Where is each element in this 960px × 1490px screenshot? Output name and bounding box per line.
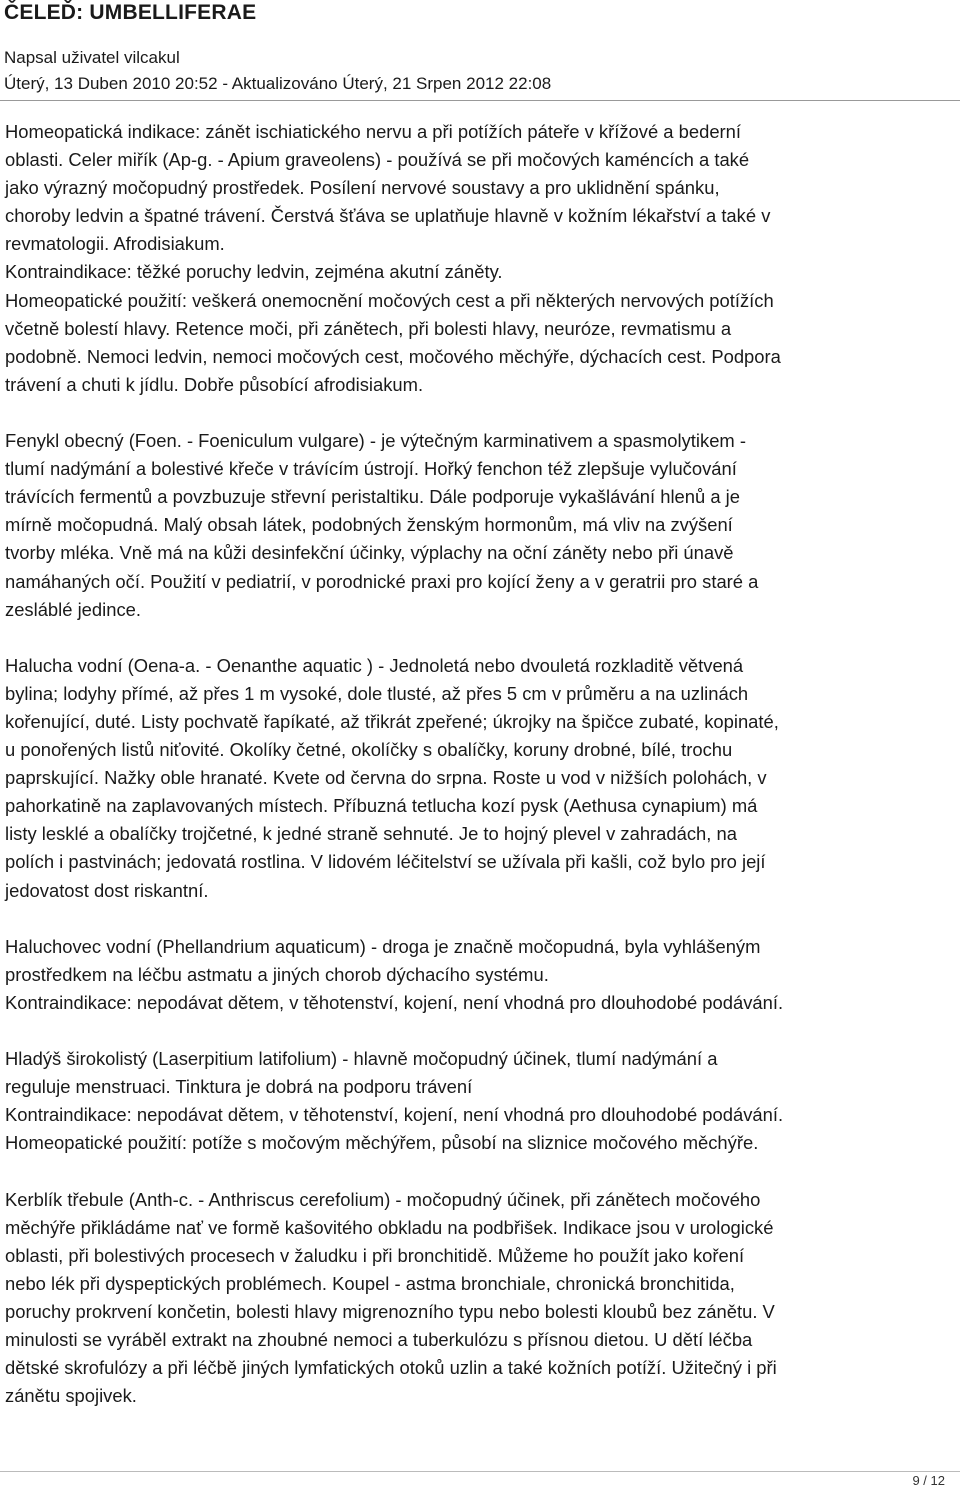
text-line: Kontraindikace: nepodávat dětem, v těhotenství, kojení, není vhodná pro dlouhodobé podávání.	[5, 991, 784, 1013]
text-line: Homeopatické použití: potíže s močovým měchýřem, působí na sliznice močového měchýře.	[5, 1132, 759, 1154]
paragraph	[5, 1186, 955, 1411]
text-line: dětské skrofulózy a při léčbě jiných lymfatických otoků uzlin a také kožních potíží. Užitečný i při	[5, 1357, 777, 1379]
text-line: listy lesklé a obalíčky trojčetné, k jedné straně sehnuté. Je to hojný plevel v zahradách, na	[5, 823, 737, 845]
author-line: Napsal uživatel vilcakul	[4, 48, 180, 67]
text-line: Homeopatické použití: veškerá onemocnění močových cest a při některých nervových potížích	[5, 289, 774, 311]
text-line: tlumí nadýmání a bolestivé křeče v trávícím ústrojí. Hořký fenchon též zlepšuje vylučování	[5, 458, 737, 480]
text-line: bylina; lodyhy přímé, až přes 1 m vysoké, dole tlusté, až přes 5 cm v průměru a na uzlinách	[5, 682, 749, 704]
text-line: nebo lék při dyspeptických problémech. Koupel - astma bronchiale, chronická bronchitida,	[5, 1272, 735, 1294]
text-line: prostředkem na léčbu astmatu a jiných chorob dýchacího systému.	[5, 963, 549, 985]
text-line: Kontraindikace: nepodávat dětem, v těhotenství, kojení, není vhodná pro dlouhodobé podávání.	[5, 1104, 784, 1126]
text-line: zesláblé jedince.	[5, 598, 141, 620]
text-line: tvorby mléka. Vně má na kůži desinfekční účinky, výplachy na oční záněty nebo při únavě	[5, 542, 734, 564]
text-line: jedovatost dost riskantní.	[5, 879, 209, 901]
text-line: jako výrazný močopudný prostředek. Posílení nervové soustavy a pro uklidnění spánku,	[5, 177, 720, 199]
header-divider	[0, 100, 960, 101]
text-line: Fenykl obecný (Foen. - Foeniculum vulgare) - je výtečným karminativem a spasmolytikem -	[5, 430, 746, 452]
text-line: choroby ledvin a špatné trávení. Čerstvá šťáva se uplatňuje hlavně v kožním lékařství a také v	[5, 205, 771, 227]
text-line: reguluje menstruaci. Tinktura je dobrá na podporu trávení	[5, 1076, 473, 1098]
text-line: včetně bolestí hlavy. Retence moči, při zánětech, při bolesti hlavy, neuróze, revmatismu a	[5, 317, 732, 339]
text-line: paprskující. Nažky oble hranaté. Kvete od června do srpna. Roste u vod v nižších polohách, v	[5, 767, 767, 789]
paragraph	[5, 118, 955, 399]
date-line: Úterý, 13 Duben 2010 20:52 - Aktualizováno Úterý, 21 Srpen 2012 22:08	[4, 74, 552, 93]
text-line: Kerblík třebule (Anth-c. - Anthriscus cerefolium) - močopudný účinek, při zánětech močového	[5, 1188, 761, 1210]
text-line: poruchy prokrvení končetin, bolesti hlavy migrenozního typu nebo bolesti kloubů bez zánětu. V	[5, 1300, 775, 1322]
text-line: trávení a chuti k jídlu. Dobře působící afrodisiakum.	[5, 373, 424, 395]
text-line: oblasti, při bolestivých procesech v žaludku i při bronchitidě. Můžeme ho použít jako koření	[5, 1244, 745, 1266]
text-line: zánětu spojivek.	[5, 1385, 137, 1407]
text-line: pahorkatině na zaplavovaných místech. Příbuzná tetlucha kozí pysk (Aethusa cynapium) má	[5, 795, 758, 817]
paragraph	[5, 652, 955, 905]
paragraph	[5, 933, 955, 1017]
page-number: 9 / 12	[912, 1473, 945, 1488]
page-title: ČELEĎ: UMBELLIFERAE	[4, 1, 257, 24]
text-line: Kontraindikace: těžké poruchy ledvin, zejména akutní záněty.	[5, 261, 503, 283]
text-line: Homeopatická indikace: zánět ischiatického nervu a při potížích páteře v křížové a bederní	[5, 121, 742, 142]
text-line: oblasti. Celer miřík (Ap-g. - Apium graveolens) - používá se při močových kaméncích a také	[5, 149, 750, 171]
text-line: polích i pastvinách; jedovatá rostlina. V lidovém léčitelství se užívala při kašli, což bylo pro její	[5, 851, 766, 873]
text-line: Hladýš širokolistý (Laserpitium latifolium) - hlavně močopudný účinek, tlumí nadýmání a	[5, 1048, 718, 1070]
text-line: mírně močopudná. Malý obsah látek, podobných ženským hormonům, má vliv na zvýšení	[5, 514, 733, 536]
footer-divider	[0, 1471, 960, 1472]
text-line: minulosti se vyráběl extrakt na zhoubné nemoci a tuberkulózu s přísnou dietou. U dětí léčba	[5, 1329, 753, 1351]
text-line: Halucha vodní (Oena-a. - Oenanthe aquatic ) - Jednoletá nebo dvouletá rozkladitě větvená	[5, 654, 744, 676]
paragraph	[5, 427, 955, 624]
text-line: kořenující, duté. Listy pochvatě řapíkaté, až třikrát zpeřené; úkrojky na špičce zubaté, kopinaté,	[5, 710, 779, 732]
article-meta	[4, 45, 551, 97]
text-line: trávících fermentů a povzbuzuje střevní peristaltiku. Dále podporuje vykašlávání hlenů a je	[5, 486, 740, 508]
text-line: měchýře přikládáme nať ve formě kašovitého obkladu na podbřišek. Indikace jsou v urologické	[5, 1216, 774, 1238]
text-line: u ponořených listů niťovité. Okolíky četné, okolíčky s obalíčky, koruny drobné, bílé, trochu	[5, 739, 733, 761]
text-line: revmatologii. Afrodisiakum.	[5, 233, 225, 255]
text-line: namáhaných očí. Použití v pediatrií, v porodnické praxi pro kojící ženy a v geratrii pro staré a	[5, 570, 759, 592]
text-line: podobně. Nemoci ledvin, nemoci močových cest, močového měchýře, dýchacích cest. Podpora	[5, 345, 781, 367]
article-body	[5, 118, 955, 1438]
text-line: Haluchovec vodní (Phellandrium aquaticum) - droga je značně močopudná, byla vyhlášeným	[5, 935, 761, 957]
paragraph	[5, 1045, 955, 1157]
